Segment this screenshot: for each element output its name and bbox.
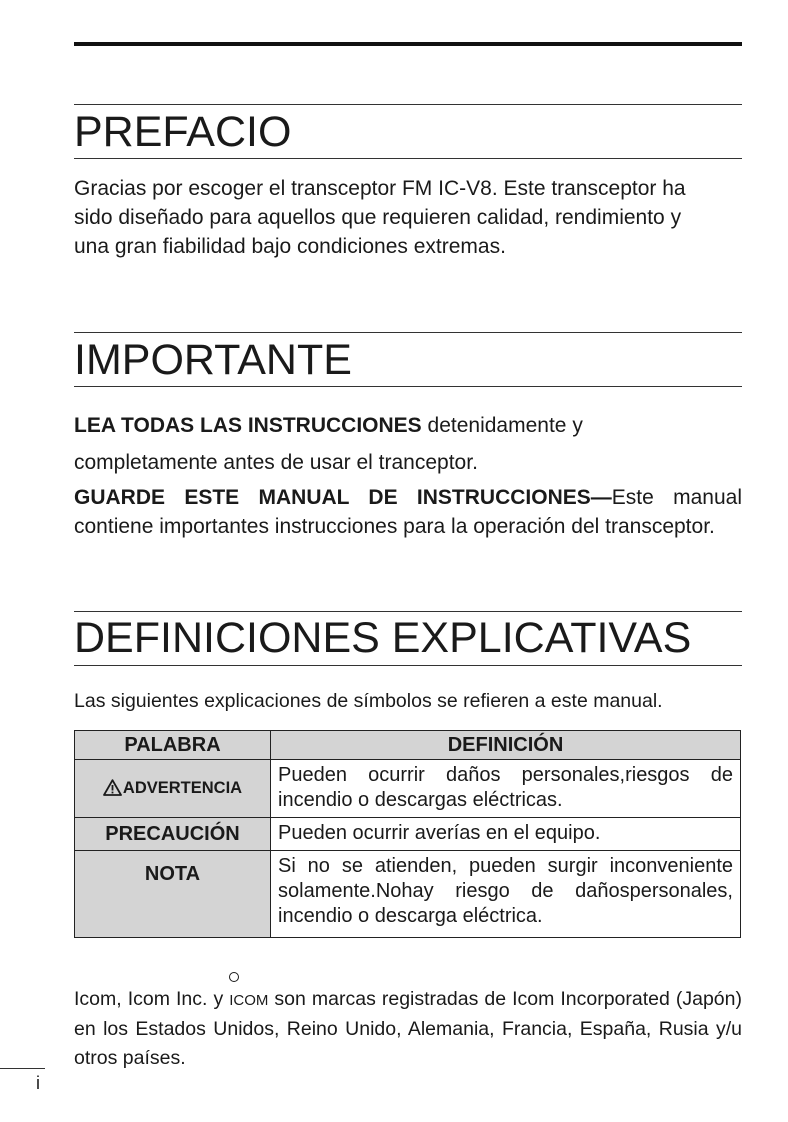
trademark-before: Icom, Icom Inc. y	[74, 988, 230, 1010]
importante-paragraph-2	[74, 483, 742, 541]
row-word-precaucion: PRECAUCIÓN	[75, 818, 271, 851]
row-word-advertencia	[75, 760, 271, 818]
top-rule	[74, 42, 742, 46]
header-word: PALABRA	[75, 731, 271, 760]
definiciones-intro: Las siguientes explicaciones de símbolos se refieren a este manual.	[74, 690, 663, 712]
importante-paragraph-1-line-2: completamente antes de usar el tranceptor.	[74, 451, 478, 474]
trademark-notice	[74, 985, 742, 1073]
importante-heading: IMPORTANTE	[74, 336, 352, 384]
icom-logo-ring-icon	[229, 972, 239, 982]
table-row	[75, 851, 741, 938]
icom-logo	[229, 986, 268, 1015]
word-label: ADVERTENCIA	[122, 778, 243, 797]
importante-paragraph-1	[74, 411, 742, 440]
section-rule-bottom	[74, 665, 742, 666]
page-number: i	[36, 1073, 40, 1093]
row-word-nota: NOTA	[75, 851, 271, 938]
table-row	[75, 760, 741, 818]
read-instructions-bold: LEA TODAS LAS INSTRUCCIONES	[74, 414, 422, 437]
icom-logo-text: ICOM	[229, 992, 269, 1009]
footer-rule	[0, 1068, 45, 1069]
section-rule-top	[74, 332, 742, 333]
trademark-after: son marcas registradas de Icom Incorporated (Japón) en los Estados Unidos, Reino Unido, Alemania, Francia, España, Rusia y/u otros países.	[74, 988, 742, 1069]
keep-manual-bold: GUARDE ESTE MANUAL DE INSTRUCCIONES—	[74, 486, 612, 509]
table-header-row	[75, 731, 741, 760]
prefacio-heading: PREFACIO	[74, 108, 292, 156]
section-rule-top	[74, 104, 742, 105]
row-definition: Pueden ocurrir averías en el equipo.	[271, 818, 741, 851]
row-definition: Pueden ocurrir daños personales,riesgos de incendio o descargas eléctricas.	[271, 760, 741, 818]
prefacio-body: Gracias por escoger el transceptor FM IC-V8. Este transceptor ha sido diseñado para aquellos que requieren calidad, rendimiento y una gran fiabilidad bajo condiciones extremas.	[74, 177, 686, 258]
section-rule-top	[74, 611, 742, 612]
warning-triangle-icon	[103, 779, 122, 802]
definiciones-heading: DEFINICIONES EXPLICATIVAS	[74, 614, 692, 662]
table-row	[75, 818, 741, 851]
keep-manual-rest: Este manual contiene importantes instrucciones para la operación del transceptor.	[74, 486, 743, 538]
section-rule-bottom	[74, 386, 742, 387]
header-definition: DEFINICIÓN	[271, 731, 741, 760]
row-definition: Si no se atienden, pueden surgir inconveniente solamente.Nohay riesgo de dañospersonales, incendio o descarga eléctrica.	[271, 851, 741, 938]
definitions-table	[74, 730, 741, 938]
read-instructions-rest: detenidamente y	[421, 414, 583, 437]
section-rule-bottom	[74, 158, 742, 159]
